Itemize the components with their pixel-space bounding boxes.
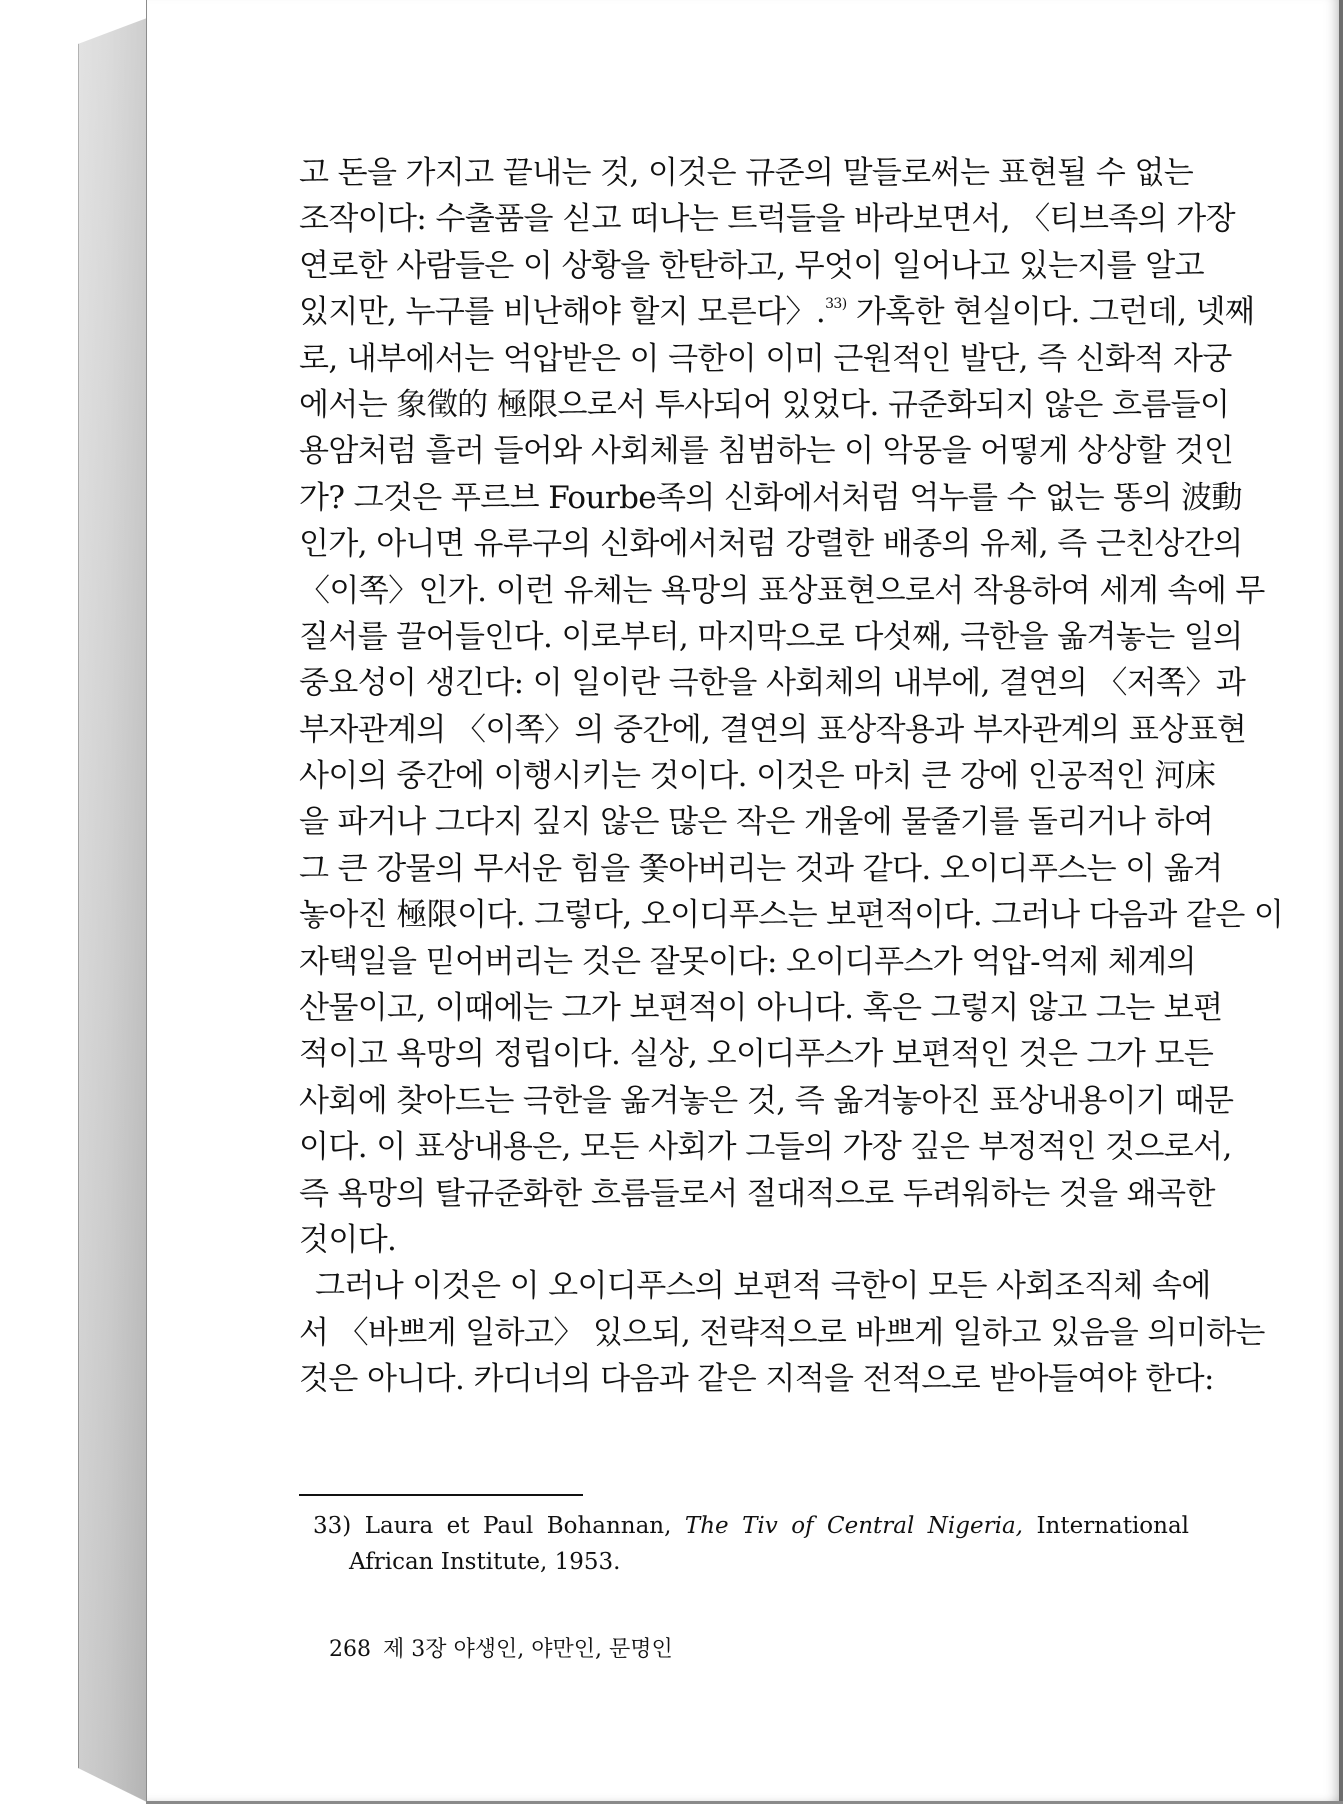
body-line: 〈이쪽〉인가. 이런 유체는 욕망의 표상표현으로서 작용하여 세계 속에 무 [299,572,1265,609]
footnote [313,1508,1189,1580]
footnote-title: The Tiv of Central Nigeria, [684,1513,1023,1539]
body-line: 그러나 이것은 이 오이디푸스의 보편적 극한이 모든 사회조직체 속에 [315,1268,1211,1305]
body-line: 고 돈을 가지고 끝내는 것, 이것은 규준의 말들로써는 표현될 수 없는 [299,155,1194,191]
body-line: 사이의 중간에 이행시키는 것이다. 이것은 마치 큰 강에 인공적인 河床 [299,758,1216,795]
body-line: 산물이고, 이때에는 그가 보편적이 아니다. 혹은 그렇지 않고 그는 보편 [299,990,1223,1027]
running-footer [329,1632,685,1663]
body-line: 로, 내부에서는 억압받은 이 극한이 이미 근원적인 발단, 즉 신화적 자궁 [299,340,1232,377]
body-line: 연로한 사람들은 이 상황을 한탄하고, 무엇이 일어나고 있는지를 알고 [299,247,1204,284]
body-line-tail: 가혹한 현실이다. 그런데, 넷째 [855,294,1255,331]
footnote-number: 33) [313,1513,352,1539]
body-line: 그 큰 강물의 무서운 힘을 쫓아버리는 것과 같다. 오이디푸스는 이 옮겨 [299,850,1223,887]
body-line: 사회에 찾아드는 극한을 옮겨놓은 것, 즉 옮겨놓아진 표상내용이기 때문 [299,1082,1234,1119]
body-text [299,150,1284,1403]
body-line: 것은 아니다. 카디너의 다음과 같은 지적을 전적으로 받아들여야 한다: [299,1361,1214,1398]
body-line: 즉 욕망의 탈규준화한 흐름들로서 절대적으로 두려워하는 것을 왜곡한 [299,1175,1215,1212]
body-line: 에서는 象徵的 極限으로서 투사되어 있었다. 규준화되지 않은 흐름들이 [299,386,1230,423]
footnote-line-continued: African Institute, 1953. [349,1549,621,1575]
footnote-divider [299,1494,583,1496]
body-line: 중요성이 생긴다: 이 일이란 극한을 사회체의 내부에, 결연의 〈저쪽〉과 [299,665,1246,702]
body-line: 적이고 욕망의 정립이다. 실상, 오이디푸스가 보편적인 것은 그가 모든 [299,1036,1214,1073]
body-line: 조작이다: 수출품을 싣고 떠나는 트럭들을 바라보면서, 〈티브족의 가장 [299,201,1235,238]
body-line: 가? 그것은 푸르브 Fourbe족의 신화에서처럼 억누를 수 없는 똥의 波動 [299,479,1242,516]
body-line: 을 파거나 그다지 깊지 않은 많은 작은 개울에 물줄기를 돌리거나 하여 [299,804,1214,841]
body-line: 인가, 아니면 유루구의 신화에서처럼 강렬한 배종의 유체, 즉 근친상간의 [299,526,1243,563]
body-line: 부자관계의 〈이쪽〉의 중간에, 결연의 표상작용과 부자관계의 표상표현 [299,711,1247,748]
footnote-authors: Laura et Paul Bohannan, [364,1513,672,1539]
footnote-line [313,1508,1189,1544]
chapter-title: 제 3장 야생인, 야만인, 문명인 [383,1637,673,1662]
body-line: 서 〈바쁘게 일하고〉 있으되, 전략적으로 바쁘게 일하고 있음을 의미하는 [299,1314,1265,1351]
body-line-with-note [299,289,1255,335]
footnote-publisher: International [1036,1513,1190,1539]
body-line: 놓아진 極限이다. 그렇다, 오이디푸스는 보편적이다. 그러나 다음과 같은 이 [299,897,1284,934]
body-line: 자택일을 믿어버리는 것은 잘못이다: 오이디푸스가 억압-억제 체계의 [299,943,1196,980]
body-line: 이다. 이 표상내용은, 모든 사회가 그들의 가장 깊은 부정적인 것으로서, [299,1129,1232,1166]
book-spine [78,18,147,1802]
footnote-reference: 33) [825,296,847,313]
page-number: 268 [329,1637,371,1662]
page-right-edge [1339,0,1343,1804]
body-line-head: 있지만, 누구를 비난해야 할지 모른다〉. [299,294,826,331]
page-bottom-edge [147,1801,1343,1804]
book-page [146,0,1343,1804]
body-line: 질서를 끌어들인다. 이로부터, 마지막으로 다섯째, 극한을 옮겨놓는 일의 [299,618,1243,655]
paragraph-end-line: 것이다. [299,1221,397,1258]
body-line: 용암처럼 흘러 들어와 사회체를 침범하는 이 악몽을 어떻게 상상할 것인 [299,433,1234,470]
